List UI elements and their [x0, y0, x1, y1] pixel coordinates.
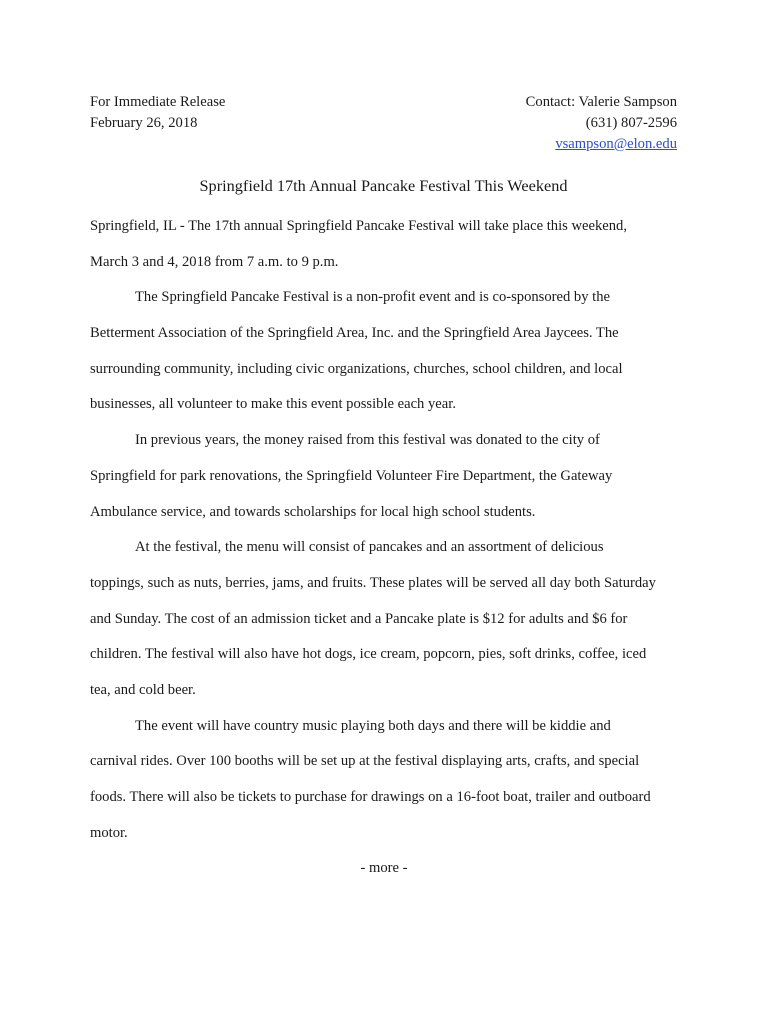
contact-phone: (631) 807-2596: [585, 115, 677, 131]
body-line: children. The festival will also have hot dogs, ice cream, popcorn, pies, soft drinks, coffee, iced: [90, 646, 647, 663]
body-line: carnival rides. Over 100 booths will be set up at the festival displaying arts, crafts, and special: [90, 753, 640, 770]
headline: Springfield 17th Annual Pancake Festival This Weekend: [199, 176, 568, 195]
body-line: Betterment Association of the Springfield Area, Inc. and the Springfield Area Jaycees. The: [90, 325, 619, 342]
release-header: [90, 92, 677, 156]
contact-name: Contact: Valerie Sampson: [525, 94, 677, 110]
body-line: foods. There will also be tickets to purchase for drawings on a 16-foot boat, trailer and outboard: [90, 789, 651, 805]
release-info: [90, 92, 225, 134]
body-line: March 3 and 4, 2018 from 7 a.m. to 9 p.m.: [90, 253, 339, 270]
body-line: motor.: [90, 824, 128, 841]
body-line: surrounding community, including civic organizations, churches, school children, and local: [90, 360, 623, 377]
body-line: Ambulance service, and towards scholarships for local high school students.: [90, 503, 536, 520]
body-line: The event will have country music playing both days and there will be kiddie and: [135, 717, 611, 734]
body-line: toppings, such as nuts, berries, jams, and fruits. These plates will be served all day both Saturday: [90, 574, 656, 591]
body-line: businesses, all volunteer to make this event possible each year.: [90, 396, 456, 413]
contact-info: [526, 92, 677, 155]
more-indicator: - more -: [360, 860, 408, 876]
body-line: tea, and cold beer.: [90, 681, 196, 698]
release-label: For Immediate Release: [90, 94, 226, 110]
body-line: The Springfield Pancake Festival is a non-profit event and is co-sponsored by the: [135, 289, 610, 306]
body-text: [90, 213, 690, 855]
body-line: Springfield for park renovations, the Springfield Volunteer Fire Department, the Gateway: [90, 467, 613, 484]
body-line: Springfield, IL - The 17th annual Springfield Pancake Festival will take place this weekend,: [90, 218, 627, 234]
body-line: At the festival, the menu will consist of pancakes and an assortment of delicious: [135, 539, 604, 556]
body-line: In previous years, the money raised from this festival was donated to the city of: [135, 432, 600, 449]
body-line: and Sunday. The cost of an admission ticket and a Pancake plate is $12 for adults and $6 for: [90, 610, 628, 627]
release-date: February 26, 2018: [90, 115, 198, 131]
contact-email-link[interactable]: vsampson@elon.edu: [555, 136, 677, 152]
